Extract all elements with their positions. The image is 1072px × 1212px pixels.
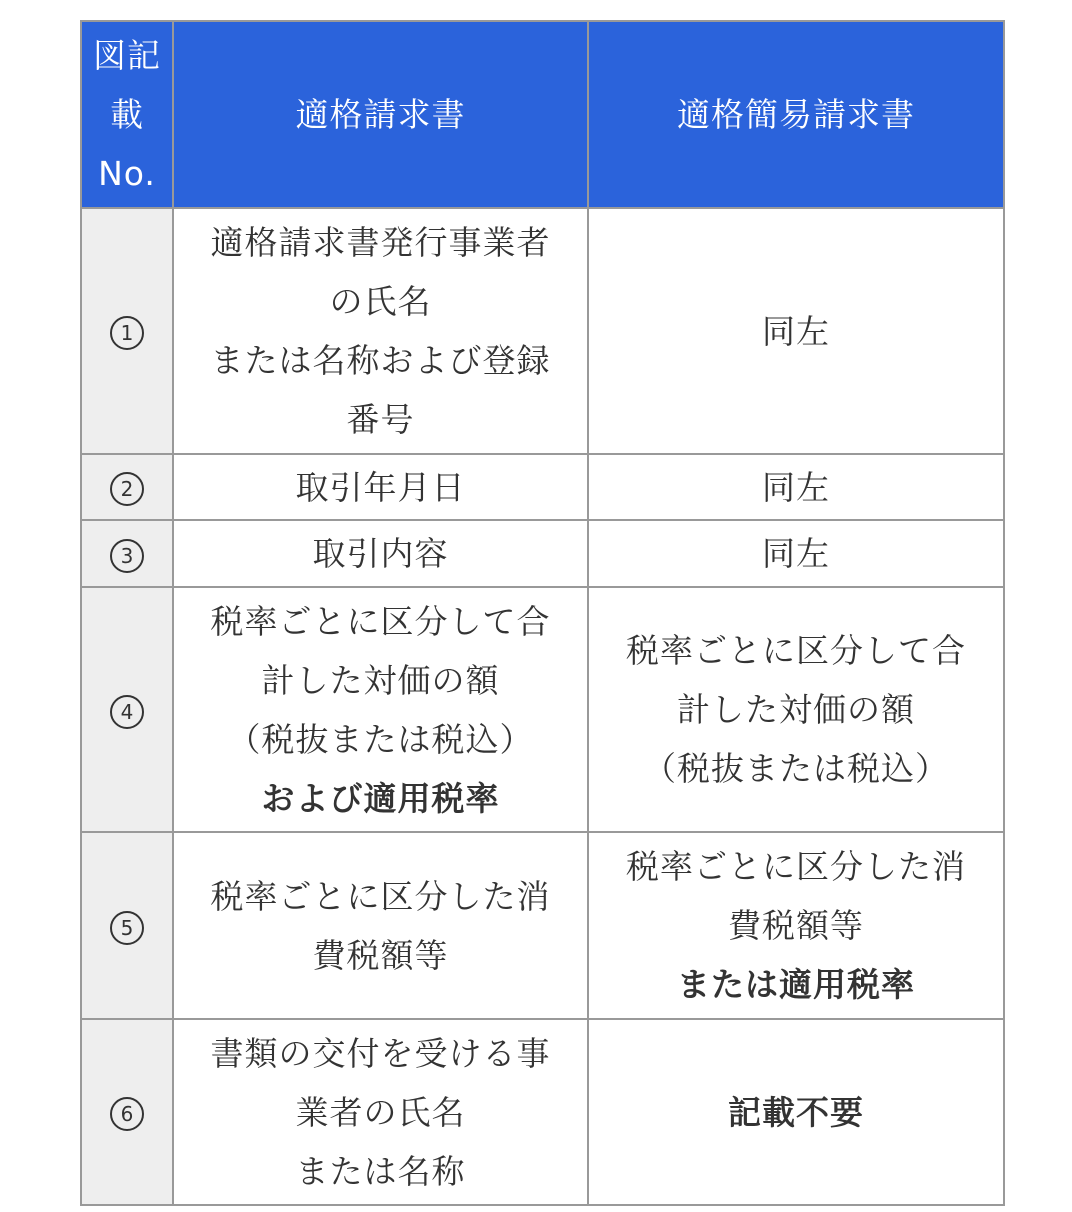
qualified-invoice-cell	[173, 520, 588, 587]
circled-number: 5	[110, 911, 144, 945]
cell-line: 計した対価の額	[677, 690, 915, 729]
cell-line: 計した対価の額	[261, 660, 500, 700]
circled-number: 3	[110, 539, 144, 573]
circled-number: 4	[110, 695, 144, 729]
header-simplified-invoice: 適格簡易請求書	[588, 21, 1004, 208]
qualified-invoice-cell	[173, 208, 588, 454]
table-row	[81, 587, 1004, 832]
cell-line: 取引年月日	[295, 467, 466, 507]
cell-line: 費税額等	[312, 935, 449, 975]
row-number-cell	[81, 520, 173, 587]
table-row	[81, 520, 1004, 587]
circled-number: 2	[110, 472, 144, 506]
header-no	[81, 21, 173, 208]
cell-line: 費税額等	[728, 906, 864, 945]
cell-line: 番号	[346, 400, 415, 439]
cell-line: 税率ごとに区分した消	[210, 876, 551, 916]
qualified-invoice-cell	[173, 454, 588, 520]
table-row	[81, 454, 1004, 520]
qualified-invoice-cell	[173, 587, 588, 832]
simplified-invoice-cell	[588, 454, 1004, 520]
simplified-invoice-cell	[588, 832, 1004, 1019]
cell-line: 業者の氏名	[295, 1092, 466, 1132]
cell-line-bold: および適用税率	[261, 778, 500, 818]
header-row	[81, 21, 1004, 208]
table-row	[81, 832, 1004, 1019]
cell-line: 税率ごとに区分して合	[626, 631, 966, 670]
simplified-invoice-cell	[588, 208, 1004, 454]
cell-line: または名称	[295, 1151, 466, 1191]
cell-line: または名称および登録	[210, 341, 551, 380]
row-number-cell	[81, 832, 173, 1019]
row-number-cell	[81, 587, 173, 832]
cell-line: （税抜または税込）	[643, 749, 949, 788]
simplified-invoice-cell	[588, 520, 1004, 587]
cell-line: 取引内容	[312, 534, 449, 573]
header-qualified-invoice: 適格請求書	[173, 21, 588, 208]
cell-line: 同左	[762, 311, 830, 351]
row-number-cell	[81, 1019, 173, 1205]
cell-line: 税率ごとに区分して合	[210, 601, 551, 641]
row-number-cell	[81, 208, 173, 454]
invoice-requirements-table	[80, 20, 1005, 1206]
header-no-line: No.	[98, 154, 156, 193]
cell-line-bold: 記載不要	[728, 1092, 864, 1132]
cell-line: の氏名	[329, 282, 432, 321]
simplified-invoice-cell	[588, 1019, 1004, 1205]
simplified-invoice-cell	[588, 587, 1004, 832]
cell-line: 適格請求書発行事業者	[210, 223, 551, 262]
cell-line: 書類の交付を受ける事	[210, 1033, 551, 1073]
circled-number: 6	[110, 1097, 144, 1131]
cell-line-bold: または適用税率	[677, 965, 915, 1004]
qualified-invoice-cell	[173, 1019, 588, 1205]
cell-line: （税抜または税込）	[227, 719, 534, 759]
header-no-line: 載	[110, 95, 144, 134]
circled-number: 1	[110, 316, 144, 350]
qualified-invoice-cell	[173, 832, 588, 1019]
table-row	[81, 208, 1004, 454]
header-no-line: 図記	[93, 36, 161, 75]
cell-line: 同左	[762, 467, 830, 507]
cell-line: 同左	[762, 534, 830, 573]
cell-line: 税率ごとに区分した消	[626, 847, 966, 886]
table-row	[81, 1019, 1004, 1205]
row-number-cell	[81, 454, 173, 520]
